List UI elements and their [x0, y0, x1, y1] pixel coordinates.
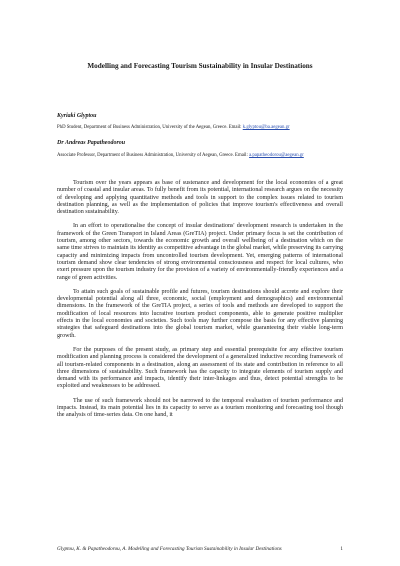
author-email-link-1[interactable]: k.glyptou@ba.aegean.gr [242, 125, 290, 130]
paragraph-5: The use of such framework should not be narrowed to the temporal evaluation of tourism performance and impacts. Instead, its main potential lies in its capacity to serve as a tourism monitoring and forecasting tool though the analysis of time-series data. On one hand, it [57, 397, 343, 419]
page-number: 1 [340, 546, 343, 552]
body-text [57, 180, 343, 427]
paragraph-3: To attain such goals of sustainable profile and futures, tourism destinations should accrete and explore their developmental potential along all three, economic, social (employment and demographics) and environmental dimensions. In the framework of the GreTIA project, a series of tools and methods are developed to support the modification of local resources into lucrative tourism product components, able to generate positive multiplier effects in the local economies and societies. Such tools may further compose the basis for any effective planning strategies that safeguard destinations into the global tourism market, while guaranteeing their viable long-term growth. [57, 288, 343, 339]
author-affiliation-2 [57, 153, 357, 159]
paragraph-1: Tourism over the years appears as base of sustenance and development for the local economies of a great number of coastal and insular areas. To fully benefit from its potential, international research argues on the necessity of developing and applying quantitative methods and tools in support to the complex issues related to tourism destination planning, as well as the implementation of policies that improve tourism's effectiveness and overall destination sustainability. [57, 180, 343, 216]
author-email-link-2[interactable]: a.papatheodorou@aegean.gr [249, 153, 304, 158]
author-name-2: Dr Andreas Papatheodorou [57, 140, 126, 146]
affiliation-text-2: Associate Professor, Department of Business Administration, University of Aegean, Greece. Email: [57, 153, 248, 158]
author-name-1: Kyriaki Glyptou [57, 113, 97, 119]
footer-citation: Glyptou, K. & Papatheodorou, A. Modelling and Forecasting Tourism Sustainability in Insular Destinations [57, 546, 282, 552]
paragraph-4: For the purposes of the present study, as primary step and essential prerequisite for any effective tourism modification and planning process is considered the development of a generalized inductive recording framework of all tourism-related components in a destination, along an assessment of its state and contribution in reference to all three dimensions of sustainability. Such framework has the capacity to integrate elements of tourism supply and demand with its performance and impacts, identify their inter-linkages and thus, detect potential strengths to be exploited and weaknesses to be addressed. [57, 346, 343, 390]
affiliation-text-1: PhD Student, Department of Business Administration, University of the Aegean, Greece. Email: [57, 125, 242, 130]
paragraph-2: In an effort to operationalise the concept of insular destinations' development research is undertaken in the framework of the Green Transport in Island Areas (GreTIA) project. Under primary focus is set the contribution of tourism, among other sectors, towards the economic growth and overall wellbeing of a destination which on the same time strives to maintain its identity as competitive advantage in the global market, while preserving its carrying capacity and minimizing impacts from uncontrolled tourism development. Yet, emerging patterns of international tourism demand show clear tendencies of strong environmental consciousness and respect for local cultures, who exert pressure upon the tourism industry for the provision of a variety of environmentally-friendly experiences and a range of green activities. [57, 223, 343, 281]
author-affiliation-1 [57, 125, 357, 131]
paper-title: Modelling and Forecasting Tourism Sustainability in Insular Destinations [87, 62, 313, 70]
page-footer [57, 546, 343, 552]
